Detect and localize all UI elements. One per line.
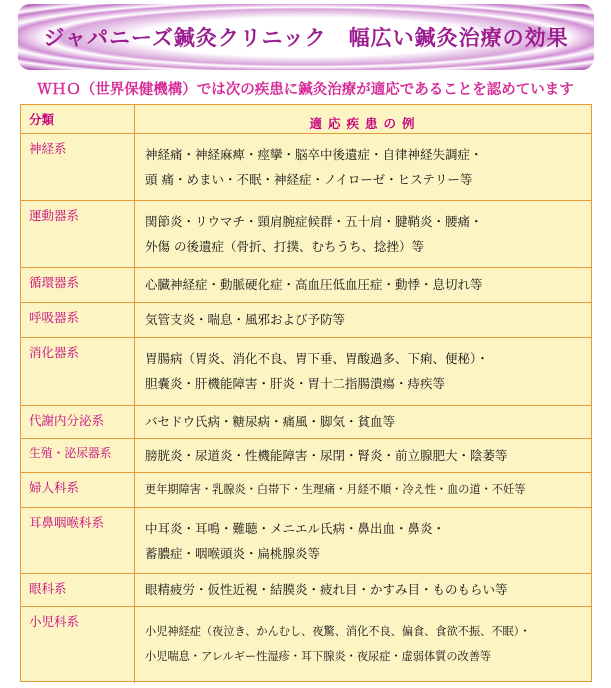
disease-line: 小児神経症（夜泣き、かんむし、夜驚、消化不良、偏食、食欲不振、不眠）・ [145, 625, 531, 638]
table-header-row [21, 105, 591, 133]
table-row [21, 472, 591, 508]
row-category: 運動器系 [21, 201, 135, 268]
row-diseases [135, 406, 591, 439]
table-row [21, 337, 591, 406]
row-diseases [135, 607, 591, 683]
disease-line: 蓄膿症・咽喉頭炎・扁桃腺炎等 [145, 546, 321, 561]
row-diseases [135, 574, 591, 607]
disease-line: 気管支炎・喘息・風邪および予防等 [145, 312, 346, 327]
row-category: 神経系 [21, 134, 135, 201]
disease-line: 胆嚢炎・肝機能障害・肝炎・胃十二指腸潰瘍・痔疾等 [145, 376, 446, 391]
row-category: 小児科系 [21, 607, 135, 683]
disease-line: バセドウ氏病・糖尿病・痛風・脚気・貧血等 [145, 414, 396, 429]
disease-line: 心臓神経症・動脈硬化症・高血圧低血圧症・動悸・息切れ等 [145, 277, 483, 292]
disease-line: 膀胱炎・尿道炎・性機能障害・尿閉・腎炎・前立腺肥大・陰萎等 [145, 448, 508, 463]
disease-line: 眼精疲労・仮性近視・結膜炎・疲れ目・かすみ目・ものもらい等 [145, 582, 508, 597]
disease-line: 頭 痛・めまい・不眠・神経症・ノイローゼ・ヒステリー等 [145, 172, 473, 187]
header-category: 分類 [21, 105, 135, 133]
disease-line: 中耳炎・耳鳴・難聴・メニエル氏病・鼻出血・鼻炎・ [145, 521, 446, 536]
disease-line: 外傷 の後遺症（骨折、打撲、むちうち、捻挫）等 [145, 239, 424, 254]
table-row [21, 405, 591, 439]
row-diseases [135, 439, 591, 473]
row-diseases [135, 508, 591, 574]
row-category: 循環器系 [21, 268, 135, 303]
row-category: 呼吸器系 [21, 303, 135, 338]
table-row [21, 267, 591, 303]
row-category: 眼科系 [21, 574, 135, 607]
row-diseases [135, 268, 591, 303]
table-row [21, 606, 591, 683]
row-diseases [135, 473, 591, 508]
row-category: 消化器系 [21, 338, 135, 406]
row-diseases [135, 201, 591, 268]
table-row [21, 200, 591, 268]
header-diseases: 適応疾患の例 [309, 116, 421, 131]
row-diseases [135, 338, 591, 406]
table-row [21, 507, 591, 574]
indications-table [20, 104, 592, 682]
banner-title: ジャパニーズ鍼灸クリニック 幅広い鍼灸治療の効果 [43, 26, 569, 50]
who-subtitle: ＷＨＯ（世界保健機構）では次の疾患に鍼灸治療が適応であることを認めています [37, 82, 574, 98]
table-row [21, 302, 591, 338]
row-category: 耳鼻咽喉科系 [21, 508, 135, 574]
row-diseases [135, 303, 591, 338]
disease-line: 更年期障害・乳腺炎・白帯下・生理痛・月経不順・冷え性・血の道・不妊等 [145, 483, 526, 496]
row-category: 代謝内分泌系 [21, 406, 135, 439]
disease-line: 神経痛・神経麻痺・痙攣・脳卒中後遺症・自律神経失調症・ [145, 147, 483, 162]
title-banner [18, 4, 594, 70]
disease-line: 小児喘息・アレルギー性湿疹・耳下腺炎・夜尿症・虚弱体質の改善等 [145, 650, 492, 663]
table-row [21, 438, 591, 473]
table-row [21, 573, 591, 607]
table-row [21, 133, 591, 201]
row-category: 婦人科系 [21, 473, 135, 508]
row-category: 生殖・泌尿器系 [21, 439, 135, 473]
disease-line: 胃腸病（胃炎、消化不良、胃下垂、胃酸過多、下痢、便秘）・ [145, 351, 489, 366]
disease-line: 関節炎・リウマチ・頸肩腕症候群・五十肩・腱鞘炎・腰痛・ [145, 214, 483, 229]
row-diseases [135, 134, 591, 201]
